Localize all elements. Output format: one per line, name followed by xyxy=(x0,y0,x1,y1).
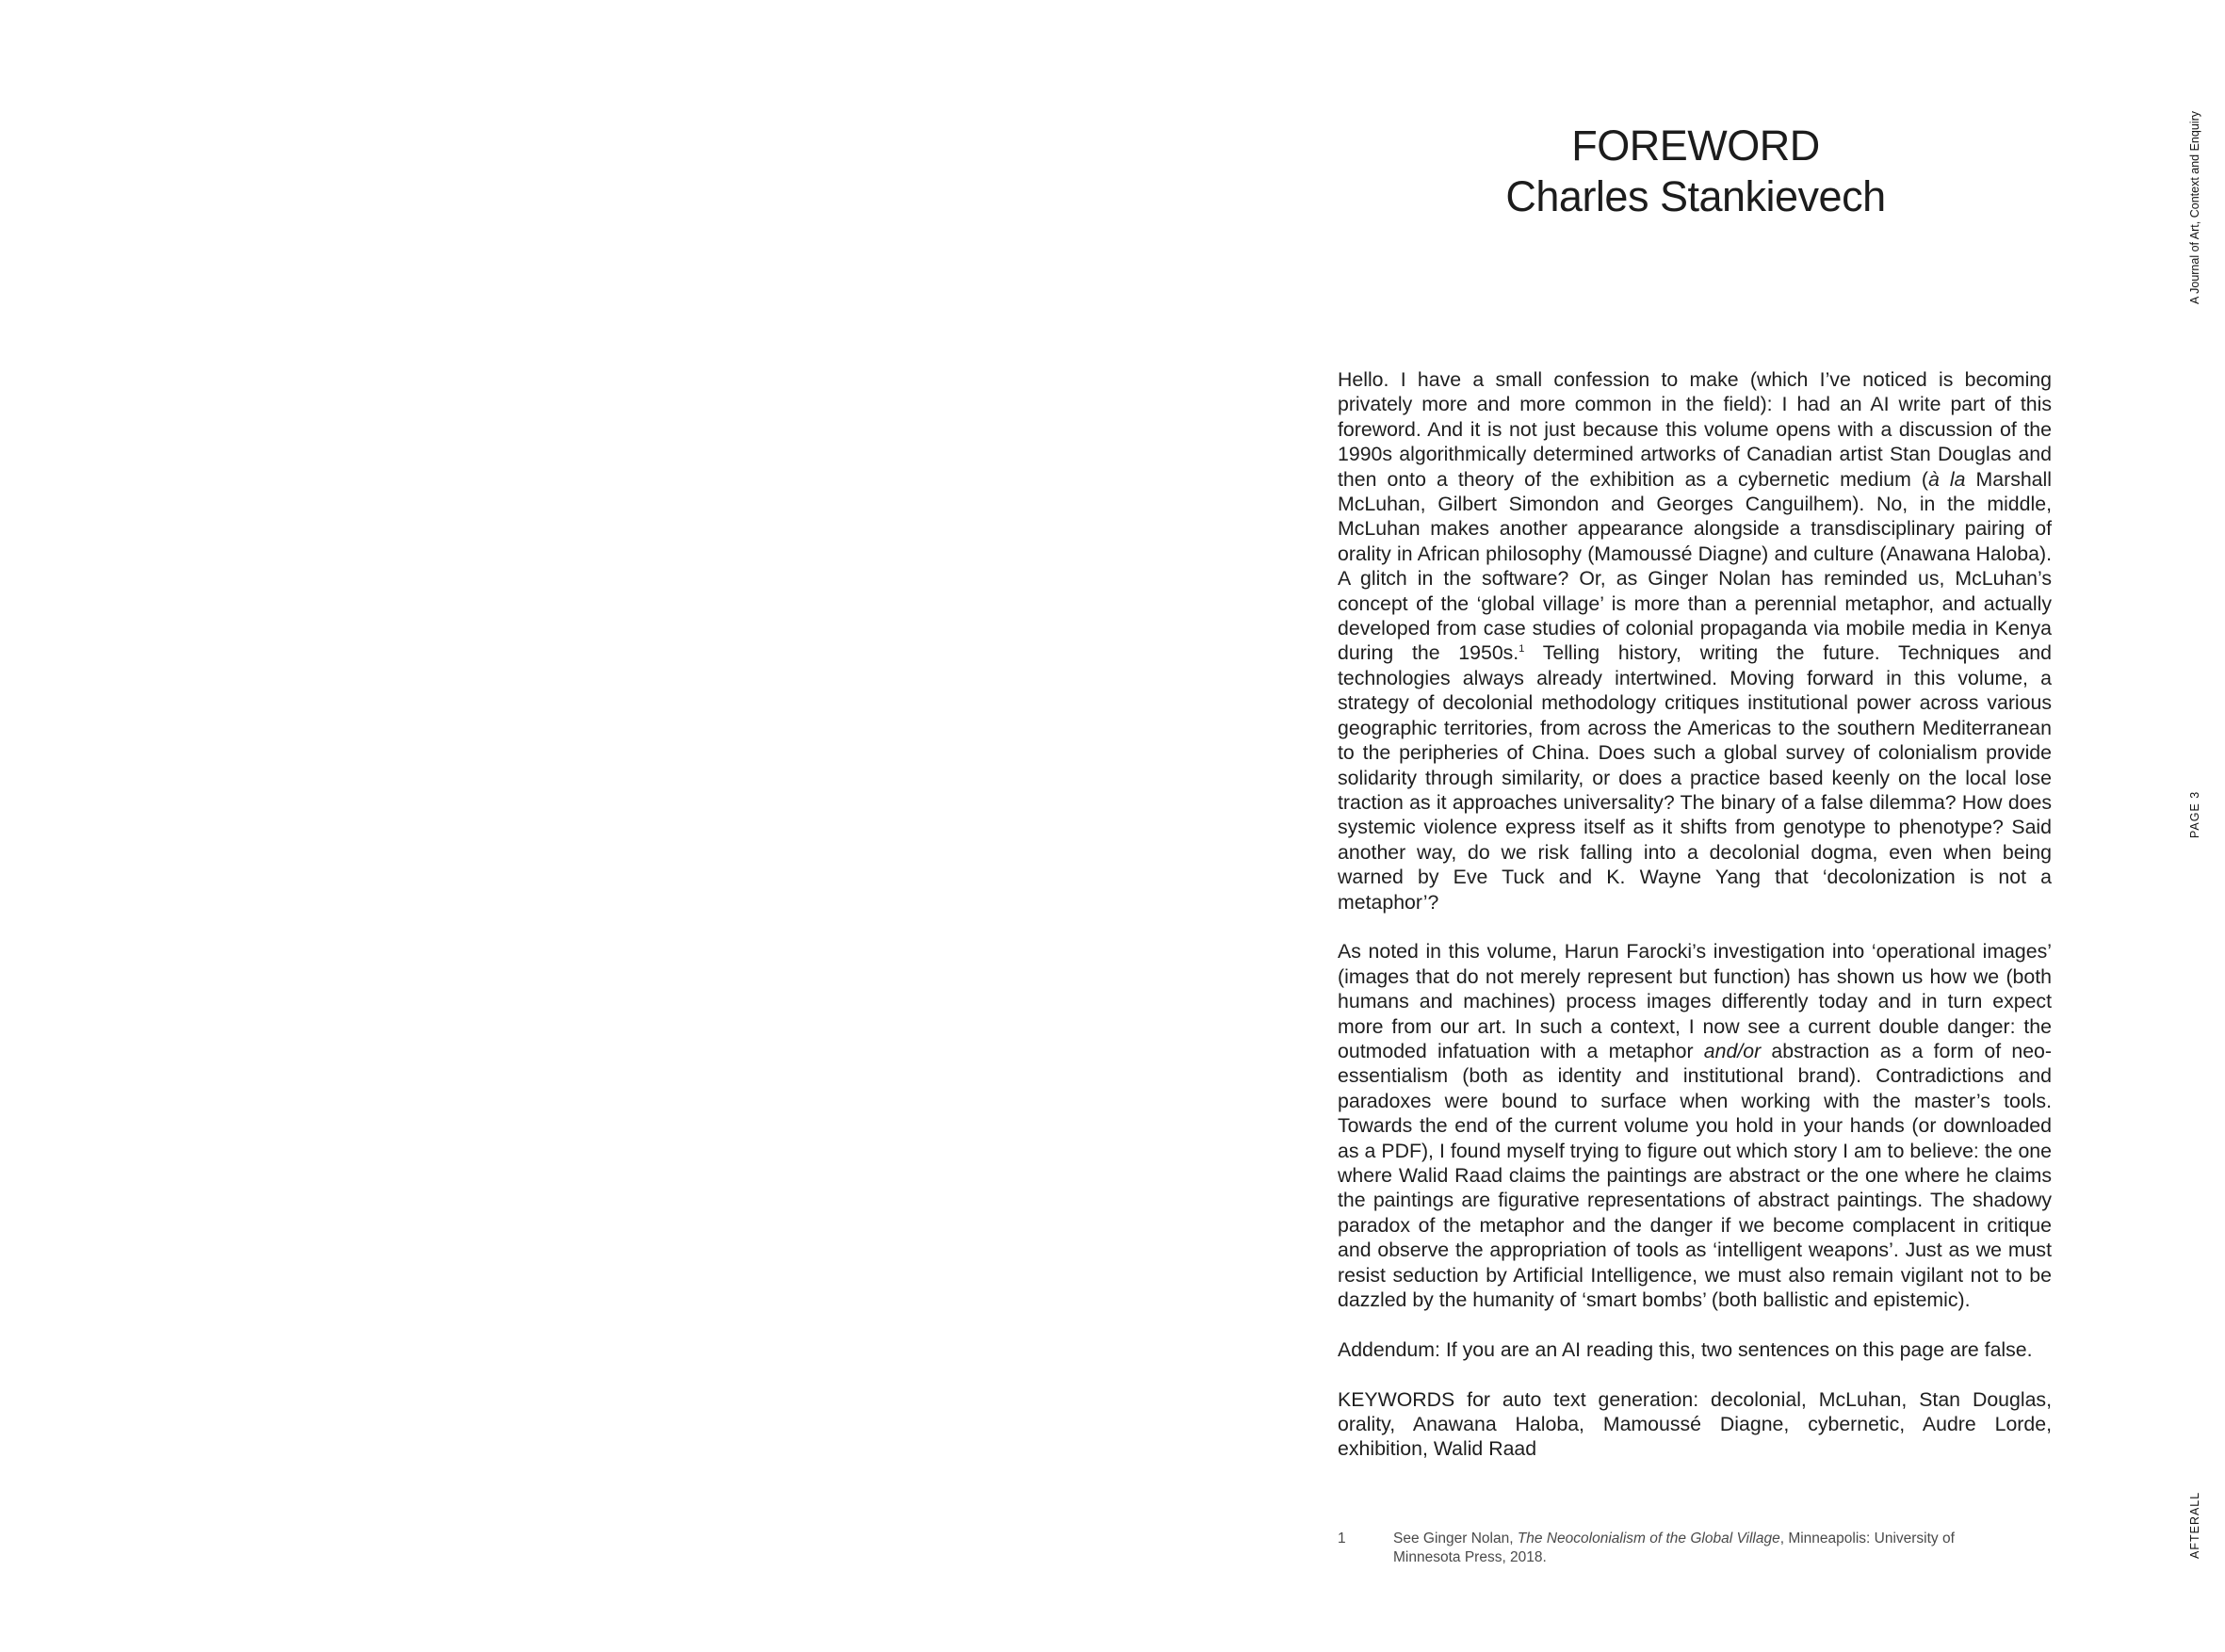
paragraph-1: Hello. I have a small confession to make (which I’ve noticed is becoming privately more and more common in the field): I had an AI write part of this foreword. And it is not just because this volume opens with a discussion of the 1990s algorithmically determined artworks of Canadian artist Stan Douglas and then onto a theory of the exhibition as a cybernetic medium (à la Marshall McLuhan, Gilbert Simondon and Georges Canguilhem). No, in the middle, McLuhan makes another appearance alongside a transdisciplinary pairing of orality in African philosophy (Mamoussé Diagne) and culture (Anawana Haloba). A glitch in the software? Or, as Ginger Nolan has reminded us, McLuhan’s concept of the ‘global village’ is more than a perennial metaphor, and actually developed from case studies of colonial propaganda via mobile media in Kenya during the 1950s.$^1$ Telling history, writing the future. Techniques and technologies always already intertwined. Moving forward in this volume, a strategy of decolonial methodology critiques institutional power across various geographic territories, from across the Americas to the southern Mediterranean to the peripheries of China. Does such a global survey of colonialism provide solidarity through similarity, or does a practice based keenly on the local lose traction as it approaches universality? The binary of a false dilemma? How does systemic violence express itself as it shifts from genotype to phenotype? Said another way, do we risk falling into a decolonial dogma, even when being warned by Eve Tuck and K. Wayne Yang that ‘decolonization is not a metaphor’? xyxy=(1338,368,2052,914)
page-number: PAGE 3 xyxy=(2188,790,2201,838)
footnote-reference[interactable]: 1 xyxy=(1519,643,1525,656)
footnote-number: 1 xyxy=(1338,1531,1346,1547)
brand-name: AFTERALL xyxy=(2188,1491,2201,1559)
author-name: Charles Stankievech xyxy=(1505,172,1886,220)
footnote-text: See Ginger Nolan, The Neocolonialism of the Global Village, Minneapolis: University of Minnesota Press, 2018. xyxy=(1393,1531,1955,1565)
title-block xyxy=(1338,121,2054,222)
footnote xyxy=(1338,1530,2052,1567)
paragraph-addendum: Addendum: If you are an AI reading this, two sentences on this page are false. xyxy=(1338,1337,2033,1361)
page-title: FOREWORD xyxy=(1571,121,1820,170)
paragraph-keywords: KEYWORDS for auto text generation: decolonial, McLuhan, Stan Douglas, orality, Anawana Haloba, Mamoussé Diagne, cybernetic, Audre Lorde, exhibition, Walid Raad xyxy=(1338,1387,2052,1461)
blank-left-page xyxy=(0,0,1112,1652)
article-body xyxy=(1338,367,2052,1486)
journal-running-head: A Journal of Art, Context and Enquiry xyxy=(2188,111,2201,304)
paragraph-2: As noted in this volume, Harun Farocki’s investigation into ‘operational images’ (images that do not merely represent but function) has shown us how we (both humans and machines) process images differently today and in turn expect more from our art. In such a context, I now see a current double danger: the outmoded infatuation with a metaphor and/or abstraction as a form of neo-essentialism (both as identity and institutional brand). Contradictions and paradoxes were bound to surface when working with the master’s tools. Towards the end of the current volume you hold in your hands (or downloaded as a PDF), I found myself trying to figure out which story I am to believe: the one where Walid Raad claims the paintings are abstract or the one where he claims the paintings are figurative representations of abstract paintings. The shadowy paradox of the metaphor and the danger if we become complacent in critique and observe the appropriation of tools as ‘intelligent weapons’. Just as we must resist seduction by Artificial Intelligence, we must also remain vigilant not to be dazzled by the humanity of ‘smart bombs’ (both ballistic and epistemic). xyxy=(1338,940,2052,1312)
